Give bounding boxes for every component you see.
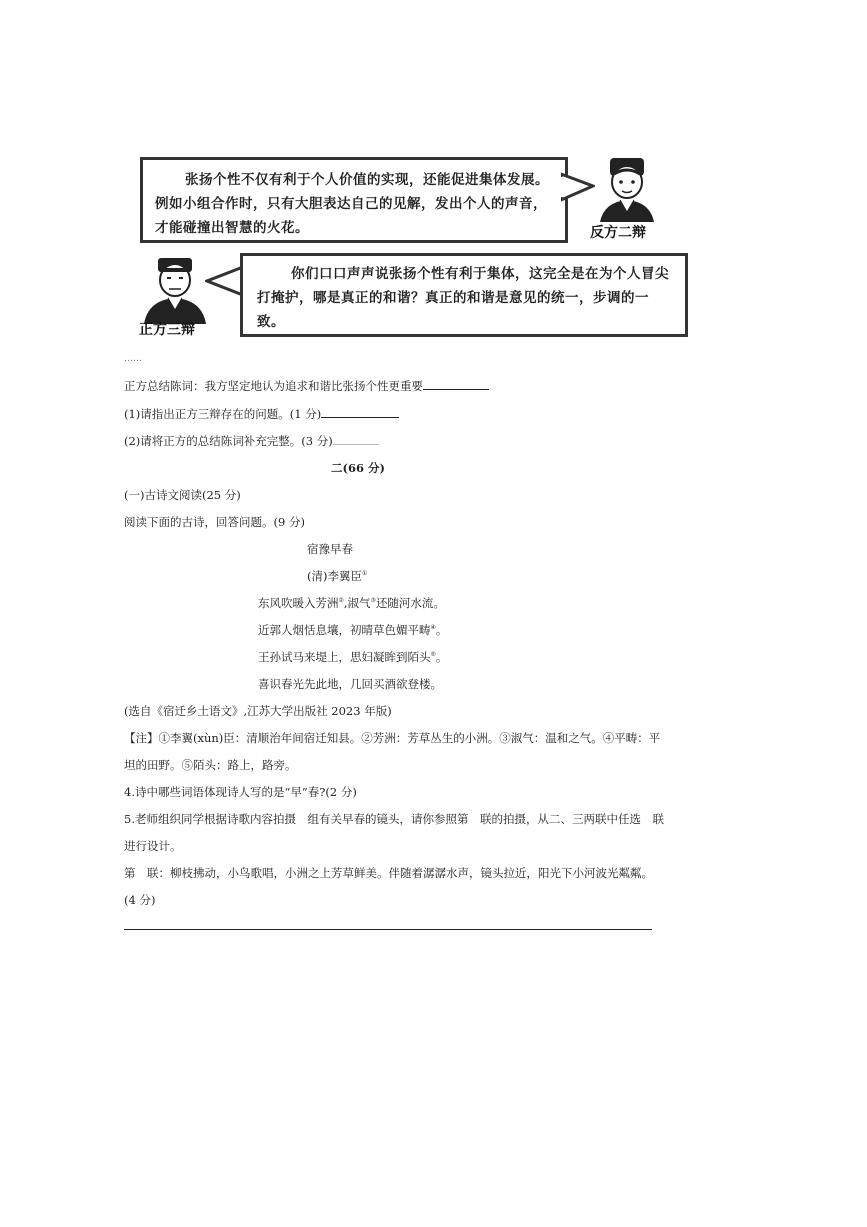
poem-author-text: (清)李翼臣: [307, 569, 362, 583]
summary-statement: [124, 378, 489, 394]
question-1-text: (1)请指出正方三辩存在的问题。(1 分): [124, 407, 322, 421]
poem-line-1-note-b: ③: [370, 597, 376, 605]
poem-line-3: [258, 649, 447, 665]
debater-portrait-1: [592, 152, 662, 224]
poem-line-4-text: 喜识春光先此地，几回买酒欲登楼。: [258, 677, 442, 691]
reading-instruction: 阅读下面的古诗，回答问题。(9 分): [124, 515, 305, 529]
ellipsis: ……: [124, 354, 142, 364]
question-5-line-1: 5.老师组织同学根据诗歌内容拍摄 组有关早春的镜头，请你参照第 联的拍摄，从二、三两联中任选 联: [124, 812, 664, 826]
answer-line[interactable]: [124, 929, 652, 930]
poem-title: 宿豫早春: [307, 542, 353, 556]
bubble-1-text: 张扬个性不仅有利于个人价值的实现，还能促进集体发展。例如小组合作时，只有大胆表达自己的见解，发出个人的声音，才能碰撞出智慧的火花。: [155, 172, 549, 236]
poem-line-3-part-b: 。: [435, 650, 448, 664]
answer-blank-2[interactable]: [333, 434, 379, 445]
bubble-2-tail: [205, 263, 245, 303]
poem-source: (选自《宿迁乡土语文》,江苏大学出版社 2023 年版): [124, 704, 392, 718]
poem-line-1-note-a: ②: [338, 597, 344, 605]
question-5-line-2: 进行设计。: [124, 839, 182, 853]
question-5-score: (4 分): [124, 893, 156, 907]
poem-line-3-note: ⑤: [430, 651, 436, 659]
poem-line-2-part-a: 近郭人烟恬息壤，初晴草色媚平畴: [258, 623, 431, 637]
question-1: [124, 406, 399, 422]
subsection-heading: (一)古诗文阅读(25 分): [124, 488, 241, 502]
speech-bubble-1: [140, 157, 568, 243]
poem-notes-line-1: 【注】①李翼(xùn)臣：清顺治年间宿迁知县。②芳洲：芳草丛生的小洲。③淑气：温和之气。④平畴：平: [124, 731, 661, 745]
speaker-label-2: 正方三辩: [139, 322, 195, 338]
question-2: [124, 433, 379, 449]
poem-line-2-note: ④: [430, 624, 436, 632]
section-heading: 二(66 分): [331, 461, 385, 475]
poem-line-1-part-c: 还随河水流。: [375, 596, 445, 610]
debater-portrait-2: [138, 254, 212, 324]
poem-line-2-part-b: 。: [435, 623, 448, 637]
question-2-text: (2)请将正方的总结陈词补充完整。(3 分): [124, 434, 333, 448]
poem-notes-line-2: 坦的田野。⑤陌头：路上，路旁。: [124, 758, 297, 772]
poem-author-note: ①: [361, 570, 368, 578]
bubble-1-tail: [561, 170, 595, 210]
summary-blank[interactable]: [423, 379, 489, 390]
poem-line-1: [258, 595, 445, 611]
poem-line-3-part-a: 王孙试马来堤上，思妇凝眸到陌头: [258, 650, 431, 664]
answer-blank-1[interactable]: [321, 407, 399, 418]
poem-line-1-part-a: 东风吹暖入芳洲: [258, 596, 339, 610]
summary-text: 正方总结陈词：我方坚定地认为追求和谐比张扬个性更重要: [124, 379, 423, 393]
question-4: 4.诗中哪些词语体现诗人写的是“早”春?(2 分): [124, 785, 357, 799]
poem-author: [307, 568, 367, 584]
bubble-2-text: 你们口口声声说张扬个性有利于集体，这完全是在为个人冒尖打掩护，哪是真正的和谐？真正的和谐是意见的统一，步调的一致。: [257, 266, 669, 330]
poem-line-1-part-b: ,淑气: [343, 596, 371, 610]
poem-line-4: [258, 676, 442, 692]
poem-line-2: [258, 622, 447, 638]
speaker-label-1: 反方二辩: [590, 225, 646, 241]
question-5-example: 第 联：柳枝拂动，小鸟歌唱，小洲之上芳草鲜美。伴随着潺潺水声，镜头拉近，阳光下小河波光粼粼。: [124, 866, 653, 880]
speech-bubble-2: [240, 253, 688, 337]
